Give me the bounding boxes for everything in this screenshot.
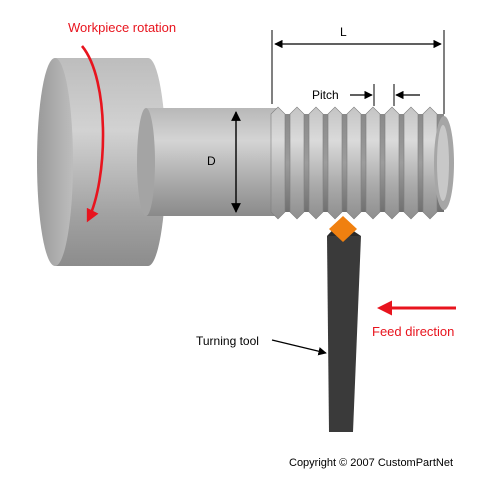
thread-crest: [309, 107, 323, 219]
thread-crest: [347, 107, 361, 219]
pitch-label: Pitch: [312, 88, 339, 102]
turning-tool: [327, 222, 361, 432]
turning-tool-leader: [272, 340, 326, 353]
thread-crest: [366, 107, 380, 219]
threaded-section: [271, 107, 454, 219]
feed-direction-label: Feed direction: [372, 324, 455, 339]
length-label: L: [340, 25, 347, 39]
thread-crest: [290, 107, 304, 219]
turning-tool-label: Turning tool: [196, 334, 259, 348]
thread-crest: [271, 107, 285, 219]
length-dimension: [272, 30, 444, 114]
diameter-label: D: [207, 154, 216, 168]
thread-crest: [328, 107, 342, 219]
thread-crest: [385, 107, 399, 219]
copyright-text: Copyright © 2007 CustomPartNet: [289, 457, 454, 469]
workpiece-rotation-label: Workpiece rotation: [68, 20, 177, 35]
pitch-dimension: [350, 84, 420, 106]
thread-crest: [404, 107, 418, 219]
